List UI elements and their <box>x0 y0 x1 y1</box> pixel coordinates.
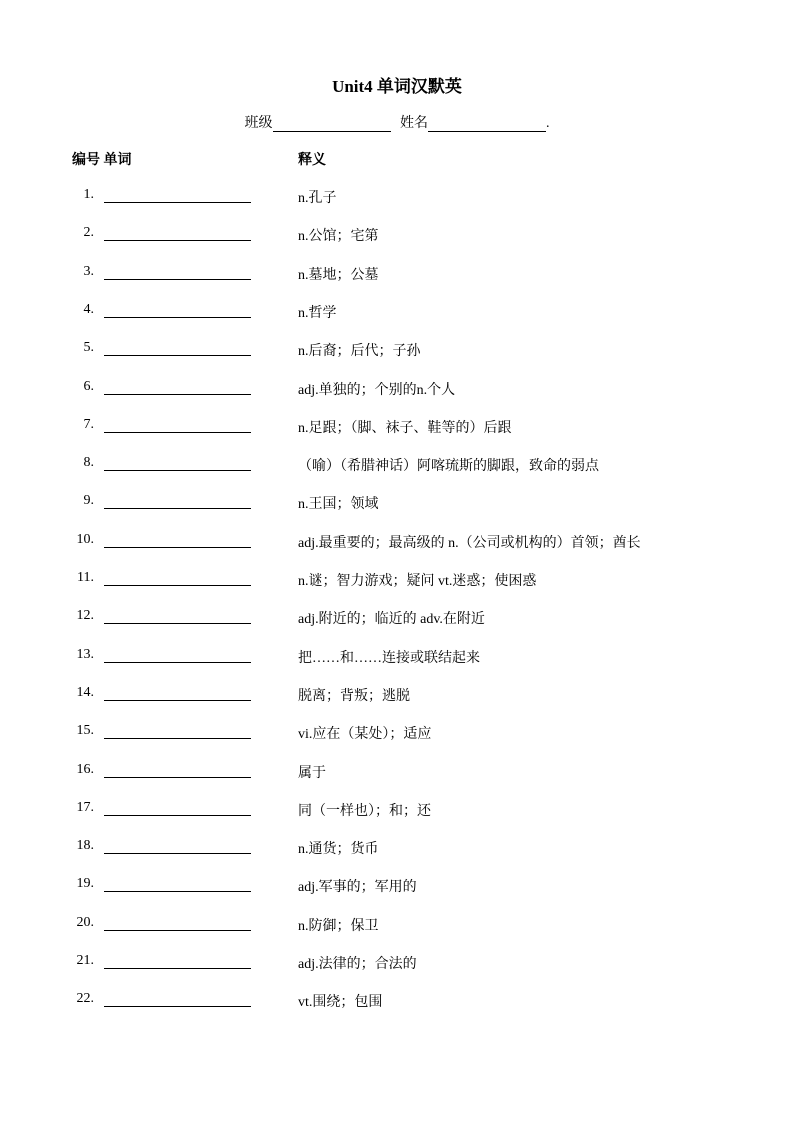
item-number: 1. <box>83 187 94 202</box>
item-number: 15. <box>76 723 94 739</box>
definition: n.谜；智力游戏；疑问 vt.迷惑；使困惑 <box>298 574 537 589</box>
answer-blank[interactable] <box>104 777 251 778</box>
answer-blank[interactable] <box>104 585 251 586</box>
answer-blank[interactable] <box>104 853 251 854</box>
definition: n.哲学 <box>298 305 337 321</box>
vocab-row <box>0 187 794 225</box>
vocab-row <box>0 953 794 991</box>
answer-blank[interactable] <box>104 317 251 318</box>
vocab-row <box>0 417 794 455</box>
vocab-row <box>0 838 794 876</box>
definition: vt.围绕；包围 <box>298 995 383 1011</box>
definition: adj.法律的；合法的 <box>298 957 417 972</box>
item-number: 21. <box>76 953 94 968</box>
vocab-row <box>0 302 794 340</box>
item-number: 10. <box>76 531 94 547</box>
item-number: 18. <box>76 838 94 854</box>
answer-blank[interactable] <box>104 700 251 701</box>
vocab-row <box>0 800 794 838</box>
column-header-word: 编号 单词 <box>72 153 132 168</box>
definition: adj.军事的；军用的 <box>298 880 417 896</box>
item-number: 22. <box>76 991 94 1007</box>
item-number: 13. <box>76 646 94 662</box>
vocab-row <box>0 264 794 302</box>
item-number: 2. <box>83 225 94 241</box>
item-number: 5. <box>83 340 94 356</box>
student-info <box>0 112 794 132</box>
item-number: 4. <box>83 301 94 317</box>
item-number: 9. <box>83 493 94 509</box>
answer-blank[interactable] <box>104 930 251 931</box>
vocab-row <box>0 532 794 570</box>
item-number: 19. <box>76 876 94 892</box>
class-label: 班级 <box>244 116 273 131</box>
class-input-line[interactable] <box>273 117 391 132</box>
definition: n.公馆；宅第 <box>298 229 379 245</box>
vocab-row <box>0 225 794 263</box>
vocab-row <box>0 647 794 685</box>
vocab-row <box>0 379 794 417</box>
definition: n.墓地；公墓 <box>298 267 379 283</box>
answer-blank[interactable] <box>104 394 251 395</box>
definition: vi.应在（某处）；适应 <box>298 727 432 743</box>
definition: n.防御；保卫 <box>298 918 379 934</box>
answer-blank[interactable] <box>104 815 251 816</box>
definition: n.通货；货币 <box>298 842 379 858</box>
item-number: 3. <box>83 263 94 279</box>
definition: 同（一样也）；和；还 <box>298 803 431 819</box>
answer-blank[interactable] <box>104 662 251 663</box>
definition: n.足跟；（脚、袜子、鞋等的）后跟 <box>298 420 512 436</box>
name-input-line[interactable] <box>428 117 546 132</box>
answer-blank[interactable] <box>104 355 251 356</box>
column-header-meaning: 释义 <box>298 153 326 168</box>
answer-blank[interactable] <box>104 623 251 624</box>
vocab-row <box>0 762 794 800</box>
definition: 脱离；背叛；逃脱 <box>298 688 410 704</box>
vocab-row <box>0 991 794 1029</box>
definition: 把……和……连接或联结起来 <box>298 650 480 666</box>
answer-blank[interactable] <box>104 547 251 548</box>
vocab-row <box>0 915 794 953</box>
answer-blank[interactable] <box>104 968 251 969</box>
end-mark: . <box>546 116 550 131</box>
answer-blank[interactable] <box>104 432 251 433</box>
item-number: 8. <box>83 455 94 471</box>
vocab-row <box>0 876 794 914</box>
item-number: 12. <box>76 608 94 624</box>
vocab-row <box>0 455 794 493</box>
definition: adj.最重要的；最高级的 n.（公司或机构的）首领；酋长 <box>298 535 641 551</box>
item-number: 11. <box>77 570 94 585</box>
definition: （喻）（希腊神话）阿喀琉斯的脚跟，致命的弱点 <box>298 459 599 475</box>
item-number: 17. <box>76 799 94 815</box>
answer-blank[interactable] <box>104 738 251 739</box>
vocab-row <box>0 570 794 608</box>
item-number: 14. <box>76 684 94 700</box>
answer-blank[interactable] <box>104 891 251 892</box>
item-number: 16. <box>76 761 94 777</box>
answer-blank[interactable] <box>104 279 251 280</box>
definition: 属于 <box>298 765 326 781</box>
answer-blank[interactable] <box>104 1006 251 1007</box>
definition: adj.单独的；个别的n.个人 <box>298 382 456 398</box>
vocab-row <box>0 685 794 723</box>
vocab-row <box>0 493 794 531</box>
definition: n.后裔；后代；子孙 <box>298 344 421 360</box>
definition: n.孔子 <box>298 191 337 206</box>
answer-blank[interactable] <box>104 470 251 471</box>
answer-blank[interactable] <box>104 508 251 509</box>
item-number: 6. <box>83 378 94 394</box>
vocab-row <box>0 608 794 646</box>
vocab-row <box>0 723 794 761</box>
item-number: 7. <box>83 416 94 432</box>
answer-blank[interactable] <box>104 202 251 203</box>
answer-blank[interactable] <box>104 240 251 241</box>
name-label: 姓名 <box>400 116 428 131</box>
page-title: Unit4 单词汉默英 <box>332 77 462 96</box>
vocab-row <box>0 340 794 378</box>
definition: adj.附近的；临近的 adv.在附近 <box>298 612 485 628</box>
item-number: 20. <box>76 914 94 930</box>
definition: n.王国；领域 <box>298 497 379 513</box>
